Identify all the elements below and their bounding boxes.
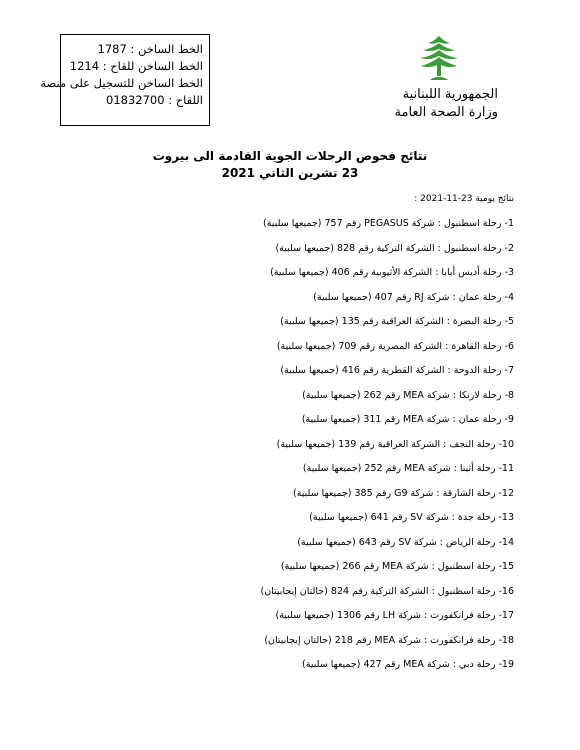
hotline-box [40, 34, 210, 126]
list-item: 14- رحلة الرياض : شركة SV رقم 643 (جميعها سلبية) [297, 536, 514, 548]
results-date: نتائج يومية 23-11-2021 : [414, 194, 514, 204]
ministry-line: وزارة الصحة العامة [394, 105, 498, 120]
list-item: 13- رحلة جدة : شركة SV رقم 641 (جميعها سلبية) [309, 512, 514, 523]
cedar-tree-icon [418, 34, 460, 84]
list-item: 10- رحلة النجف : الشركة العراقية رقم 139 (جميعها سلبية) [276, 438, 514, 450]
list-item: 1- رحلة اسطنبول : شركة PEGASUS رقم 757 (جميعها سلبية) [263, 218, 514, 229]
list-item: 16- رحلة اسطنبول : الشركة التركية رقم 824 (حالتان إيجابيتان) [260, 585, 514, 597]
hotline-vaccine: الخط الساخن للقاح : 1214 [69, 59, 203, 73]
list-item: 9- رحلة عمان : شركة MEA رقم 311 (جميعها سلبية) [301, 414, 514, 425]
list-item: 17- رحلة فرانكفورت : شركة LH رقم 1306 (جميعها سلبية) [275, 610, 514, 621]
hotline-registration-number: اللقاح : 01832700 [106, 93, 203, 107]
hotline-general: الخط الساخن : 1787 [97, 42, 203, 56]
republic-line: الجمهورية اللبنانية [402, 87, 498, 102]
list-item: 12- رحلة الشارقة : شركة G9 رقم 385 (جميعها سلبية) [293, 487, 514, 499]
list-item: 18- رحلة فرانكفورت : شركة MEA رقم 218 (حالتان إيجابيتان) [264, 634, 514, 646]
list-item: 6- رحلة القاهرة : الشركة المصرية رقم 709 (جميعها سلبية) [276, 340, 514, 352]
flight-list [54, 217, 514, 683]
ministry-name [395, 86, 498, 122]
list-item: 8- رحلة لارنكا : شركة MEA رقم 262 (جميعها سلبية) [302, 389, 514, 401]
list-item: 19- رحلة دبي : شركة MEA رقم 427 (جميعها سلبية) [302, 659, 514, 670]
list-item: 4- رحلة عمان : شركة RJ رقم 407 (جميعها سلبية) [313, 291, 514, 303]
page-date: 23 تشرين الثاني 2021 [221, 166, 359, 180]
list-item: 15- رحلة اسطنبول : شركة MEA رقم 266 (جميعها سلبية) [280, 561, 514, 572]
page-title: نتائج فحوص الرحلات الجوية القادمة الى بيروت [152, 149, 428, 163]
list-item: 3- رحلة أديس أبابا : الشركة الأثيوبية رقم 406 (جميعها سلبية) [270, 267, 514, 278]
list-item: 11- رحلة أثينا : شركة MEA رقم 252 (جميعها سلبية) [302, 463, 514, 474]
list-item: 5- رحلة البصرة : الشركة العراقية رقم 135 (جميعها سلبية) [280, 316, 514, 327]
list-item: 2- رحلة اسطنبول : الشركة التركية رقم 828 (جميعها سلبية) [275, 242, 514, 254]
hotline-registration: الخط الساخن للتسجيل على منصة [40, 76, 203, 90]
list-item: 7- رحلة الدوحة : الشركة القطرية رقم 416 (جميعها سلبية) [280, 365, 514, 376]
